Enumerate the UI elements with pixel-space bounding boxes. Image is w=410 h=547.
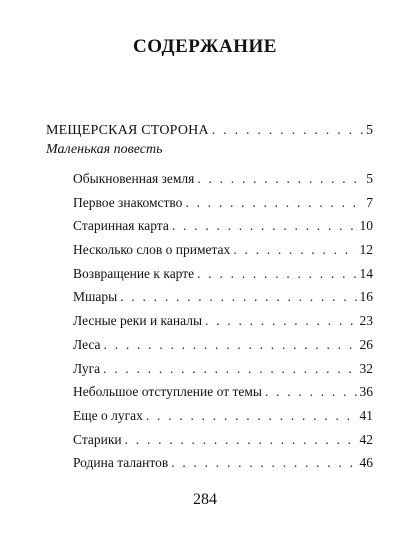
toc-entry-title: Обыкновенная земля	[73, 171, 195, 186]
toc-entry-title: Лесные реки и каналы	[73, 313, 203, 329]
toc-entry-title: Старинная карта	[73, 218, 169, 234]
toc-entry-title: Луга	[73, 360, 101, 376]
toc-entry-page: 36	[359, 384, 373, 400]
toc-leader-dots	[171, 455, 356, 471]
toc-leader-dots	[197, 171, 363, 187]
toc-entry-title: Первое знакомство	[73, 194, 183, 210]
toc-entry-page: 32	[359, 360, 373, 376]
toc-entry-title: Родина талантов	[73, 455, 169, 471]
toc-entry-page: 10	[359, 218, 373, 234]
toc-entry-page: 7	[366, 194, 373, 210]
toc-leader-dots	[205, 313, 356, 329]
toc-entry-list	[73, 171, 373, 479]
toc-entry-title: Леса	[73, 336, 101, 352]
toc-entry	[73, 408, 373, 432]
toc-entry-page: 41	[359, 407, 373, 423]
toc-leader-dots	[185, 195, 363, 211]
toc-entry	[73, 289, 373, 313]
toc-entry	[73, 242, 373, 266]
toc-leader-dots	[197, 266, 356, 282]
toc-entry-title: Возвращение к карте	[73, 265, 195, 281]
toc-entry	[73, 171, 373, 195]
toc-leader-dots	[125, 432, 357, 448]
toc-entry	[73, 218, 373, 242]
toc-entry	[73, 455, 373, 479]
toc-entry-page: 46	[359, 455, 373, 471]
toc-entry	[73, 313, 373, 337]
toc-leader-dots	[103, 361, 356, 377]
toc-leader-dots	[233, 242, 356, 258]
toc-entry	[73, 384, 373, 408]
toc-entry-title: Старики	[73, 431, 122, 447]
toc-entry-page: 42	[359, 431, 373, 447]
toc-leader-dots	[172, 218, 357, 234]
toc-leader-dots	[265, 384, 357, 400]
toc-main-entry-page: 5	[366, 123, 373, 138]
toc-entry-title: Еще о лугах	[73, 407, 143, 423]
page-number: 284	[193, 491, 217, 508]
toc-entry-page: 26	[359, 336, 373, 352]
toc-entry-page: 14	[359, 265, 373, 281]
toc-entry-page: 16	[359, 289, 373, 305]
toc-entry	[73, 361, 373, 385]
toc-main-entry-title: МЕЩЕРСКАЯ СТОРОНА	[46, 123, 209, 138]
toc-entry	[73, 266, 373, 290]
toc-entry	[73, 195, 373, 219]
toc-entry-page: 12	[359, 242, 373, 258]
toc-leader-dots	[104, 337, 357, 353]
toc-entry-page: 5	[366, 171, 373, 186]
page-title: СОДЕРЖАНИЕ	[133, 36, 277, 57]
toc-entry-title: Небольшое отступление от темы	[73, 384, 262, 400]
toc-leader-dots	[212, 123, 363, 139]
toc-leader-dots	[120, 289, 356, 305]
toc-main-entry	[46, 123, 373, 139]
toc-entry	[73, 432, 373, 456]
toc-entry-title: Несколько слов о приметах	[73, 242, 231, 258]
toc-entry-page: 23	[359, 313, 373, 329]
toc-entry-title: Мшары	[73, 289, 118, 305]
toc-entry	[73, 337, 373, 361]
toc-main-entry-subtitle: Маленькая повесть	[46, 142, 163, 157]
toc-leader-dots	[146, 408, 357, 424]
